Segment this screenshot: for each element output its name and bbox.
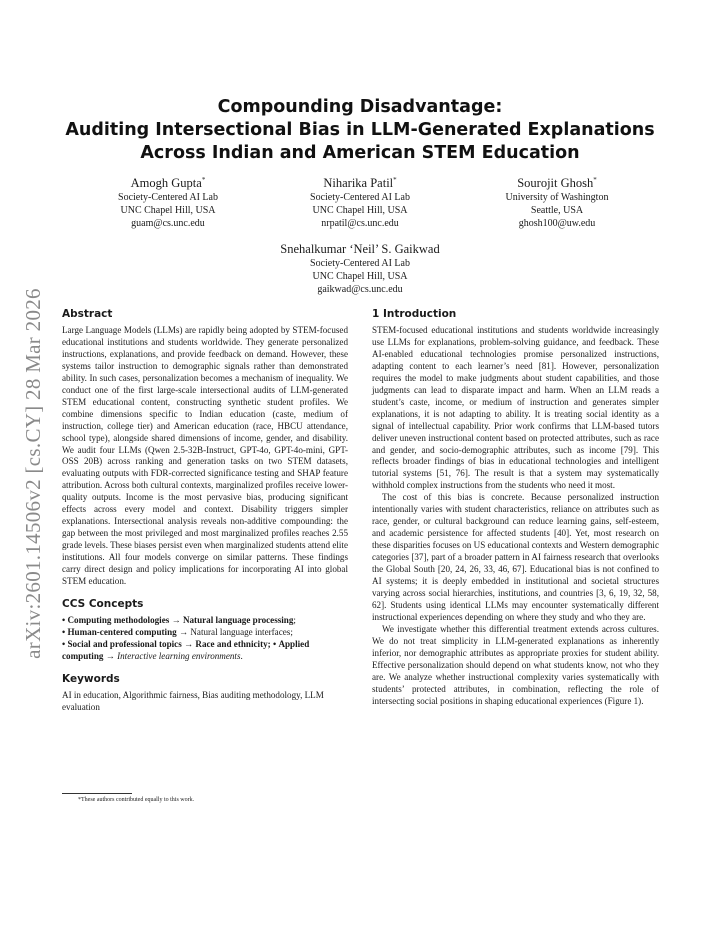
intro-paragraph: STEM-focused educational institutions and students worldwide increasingly use LLMs for explanations, problem-solving guidance, and feedback. These AI-enabled educational technologies promise personalized instructions, adapting content to each learner’s need [81]. However, personalization requires the model to make judgments about student capabilities, and those judgments can lead to disparate impact and harm. When an LLM reads a student’s caste, income, or medium of instruction and generates simpler explanations, it is not adapting to ability. It is treating social identity as a signal of intellectual capability. Prior work confirms that LLM-based tutors deliver uneven instructional content based on protected attributes, such as race and gender, and socio-demographic attributes, such as income [79]. This reflects broader findings of bias in educational technologies and intelligent tutorial systems [51, 76]. The result is that a system may systematically withhold complex instructions from the students who need it most. [372, 325, 659, 491]
keywords-text: AI in education, Algorithmic fairness, Bias auditing methodology, LLM evaluation [62, 689, 324, 712]
intro-paragraph: The cost of this bias is concrete. Because personalized instruction intentionally varies with student characteristics, reliance on attributes such as race, gender, or cultural background can reduce learning gains, self-esteem, and academic persistence for affected students [40]. Yet, most research on these disparities focuses on US educational contexts and Western demographic categories [37], part of a broader pattern in AI fairness research that overlooks the Global South [20, 24, 26, 33, 46, 67]. Educational bias is not confined to AI systems; it is deeply embedded in institutional and societal structures varying across social hierarchies, institutions, and countries [3, 6, 19, 32, 58, 62]. Students using identical LLMs may encounter systematically different instructional experiences depending on where they study and who they are. [372, 492, 659, 622]
ccs-main: Computing methodologies [67, 614, 170, 625]
introduction-heading: 1 Introduction [372, 308, 457, 320]
author-name: Niharika Patil [323, 176, 394, 191]
keywords-heading: Keywords [62, 672, 120, 685]
ccs-sub: Natural language processing [182, 614, 294, 625]
author-block [240, 241, 480, 296]
author-affiliation: Society-Centered AI Lab [310, 192, 410, 204]
arxiv-identifier: arXiv:2601.14506v2 [cs.CY] 28 Mar 2026 [20, 287, 45, 659]
ccs-sub: Race and ethnicity [195, 638, 268, 649]
right-column [372, 308, 659, 708]
title-line: Compounding Disadvantage: [217, 97, 503, 117]
left-column [62, 308, 348, 714]
title-line: Across Indian and American STEM Education [140, 143, 580, 163]
author-location: UNC Chapel Hill, USA [120, 205, 216, 217]
equal-contribution-mark: * [393, 176, 397, 184]
author-email[interactable]: ghosh100@uw.edu [518, 218, 596, 230]
author-affiliation: University of Washington [505, 192, 609, 204]
ccs-main: Human-centered computing [67, 626, 177, 637]
author-email[interactable]: nrpatil@cs.unc.edu [321, 218, 399, 230]
intro-paragraph: We investigate whether this differential treatment extends across cultures. We do not treat simplicity in LLM-generated explanations as inherently inferior, nor demographic attributes as appropriate proxies for student ability. Effective personalization should depend on what students know, not who they are. We analyze whether instructional complexity varies systematically with students’ protected attributes, in combination, reflecting the role of intersecting social positions in shaping educational experiences (Figure 1). [372, 623, 659, 706]
author-block [290, 172, 430, 230]
ccs-sub: Interactive learning environments [117, 650, 241, 661]
author-affiliation: Society-Centered AI Lab [310, 258, 410, 269]
author-name: Sourojit Ghosh [517, 176, 594, 191]
author-name: Amogh Gupta [130, 176, 202, 191]
ccs-sub: Natural language interfaces [190, 626, 291, 637]
ccs-main: Social and professional topics [67, 638, 182, 649]
footnote-rule [62, 793, 132, 794]
author-email[interactable]: guam@cs.unc.edu [131, 218, 205, 230]
ccs-main: Applied computing [62, 638, 310, 661]
author-location: Seattle, USA [530, 205, 584, 217]
author-block [98, 172, 238, 230]
author-affiliation: Society-Centered AI Lab [118, 192, 218, 204]
abstract-heading: Abstract [62, 308, 113, 320]
paper-title [60, 96, 660, 165]
title-line: Auditing Intersectional Bias in LLM-Generated Explanations [65, 120, 655, 140]
author-location: UNC Chapel Hill, USA [312, 271, 408, 282]
ccs-heading: CCS Concepts [62, 597, 144, 610]
ccs-concepts: • Computing methodologies → Natural language processing; • Human-centered computing → Natural language interfaces; • Social and professional topics → Race and ethnicity; • Applied computing → Interactive learning environments. [62, 614, 310, 661]
author-name: Snehalkumar ‘Neil’ S. Gaikwad [280, 242, 440, 256]
equal-contribution-mark: * [201, 176, 206, 184]
abstract-text: Large Language Models (LLMs) are rapidly being adopted by STEM-focused educational institutions and students worldwide. They generate personalized instructions, explanations, and provide feedback on demand. However, these systems tailor instruction to demographic signals rather than demonstrated ability. In such cases, personalization becomes a mechanism of inequality. We conduct one of the first large-scale intersectional audits of LLM-generated STEM educational content, constructing synthetic student profiles. We combine dimensions specific to Indian education (caste, medium of instruction, college tier) and American education (race, HBCU attendance, school type), alongside shared dimensions of income, gender, and disability. We audit four LLMs (Qwen 2.5-32B-Instruct, GPT-4o, GPT-4o-mini, GPT-OSS 20B) across ranking and generation tasks on two STEM datasets, evaluating outputs with FDR-corrected significance testing and SHAP feature attribution. Across both cultural contexts, marginalized profiles receive lower-quality outputs. Income is the most pervasive bias, producing significant effects across every model and context. Disability triggers simpler explanations. Intersectional analysis reveals non-additive compounding: the gap between the most privileged and most marginalized profiles reaches 2.55 grade levels. These biases persist even when marginalized students attend elite institutions. All four models converge on similar patterns. These findings carry direct design and policy implications for incorporating AI into global STEM education. [62, 325, 348, 587]
equal-contribution-mark: * [593, 176, 597, 184]
author-email[interactable]: gaikwad@cs.unc.edu [317, 284, 403, 295]
author-block [482, 172, 632, 230]
author-location: UNC Chapel Hill, USA [312, 205, 408, 217]
footnote: *These authors contributed equally to this work. [78, 797, 195, 803]
